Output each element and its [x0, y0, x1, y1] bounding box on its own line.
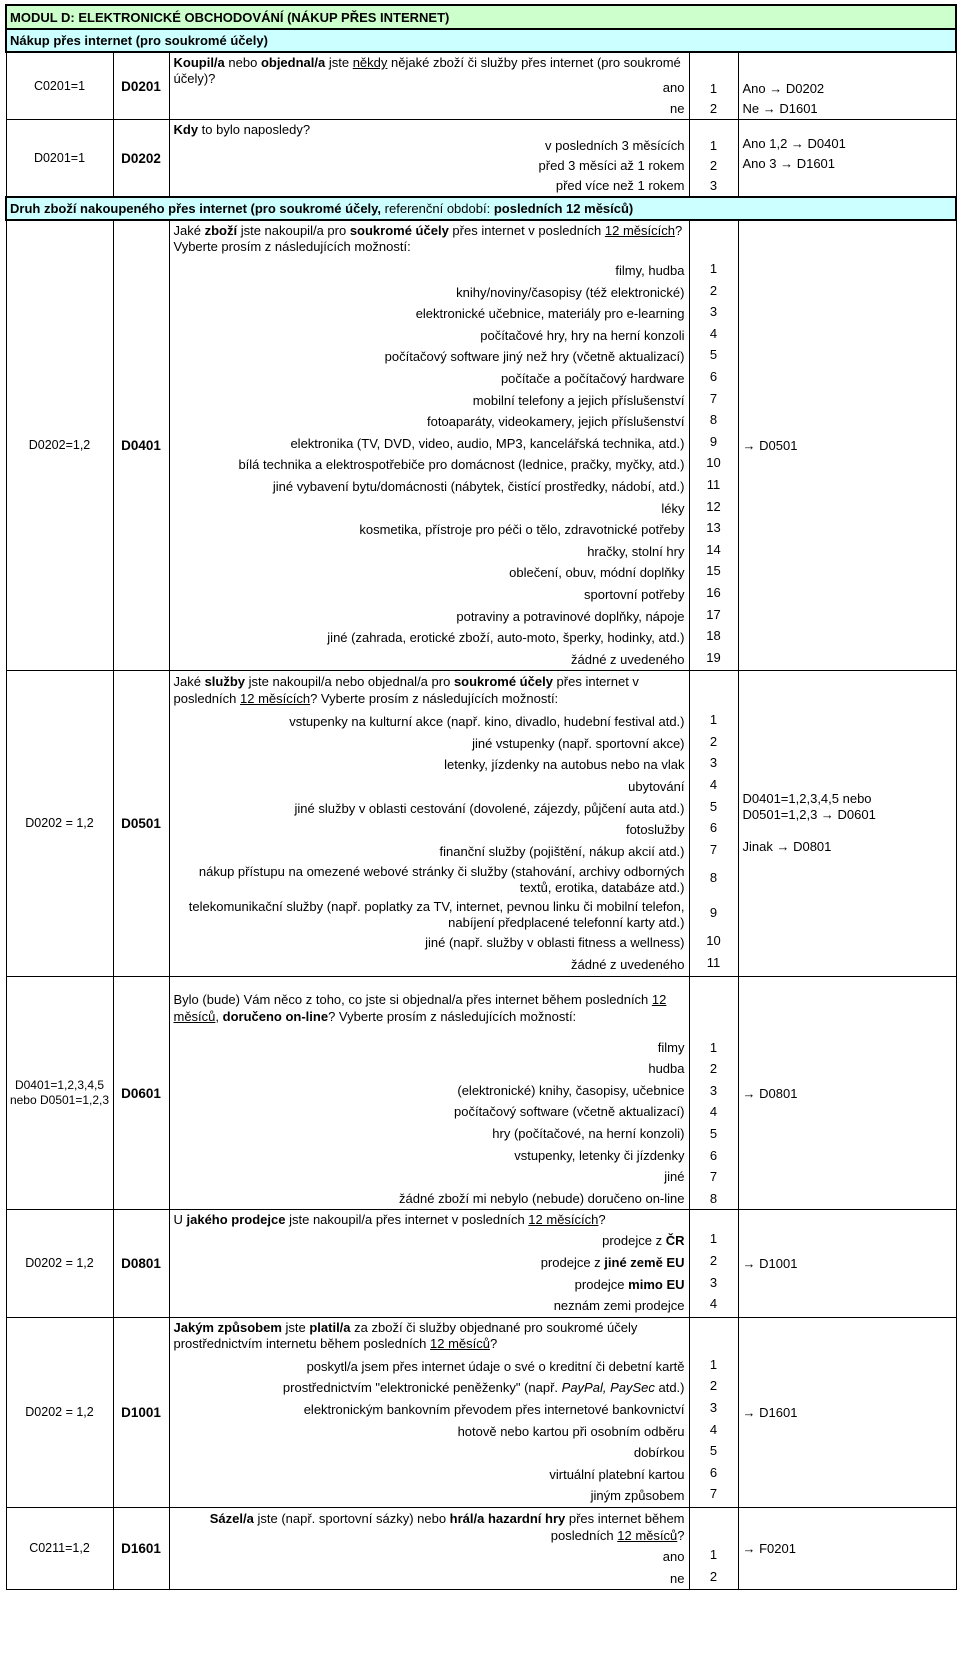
option-item: jiné (např. služby v oblasti fitness a wellness): [425, 935, 685, 951]
option-item: oblečení, obuv, módní doplňky: [509, 565, 685, 581]
routing-d0801: → D1001: [738, 1210, 956, 1317]
routing-d0401: → D0501: [738, 220, 956, 671]
option-ano: ano: [662, 1548, 685, 1564]
code-number: 6: [709, 1464, 718, 1480]
code-d0201: D0201: [113, 52, 169, 120]
code-number: 1: [709, 138, 718, 153]
option-item: žádné z uvedeného: [571, 957, 685, 973]
option-item: kosmetika, přístroje pro péči o tělo, zdravotnické potřeby: [359, 522, 685, 538]
code-d0401: D0401: [113, 220, 169, 671]
code-number: 17: [706, 606, 721, 622]
code-number: 1: [709, 261, 718, 276]
code-number: 5: [709, 798, 718, 814]
option-item: (elektronické) knihy, časopisy, učebnice: [457, 1082, 685, 1098]
option-item: mobilní telefony a jejich příslušenství: [472, 392, 685, 408]
option-item: vstupenky na kulturní akce (např. kino, divadlo, hudební festival atd.): [289, 714, 685, 730]
code-number: 3: [709, 304, 718, 320]
numbers-d0601: [690, 1037, 738, 1210]
option-item: letenky, jízdenky na autobus nebo na vlak: [444, 757, 685, 773]
q-bold: Koupil/a: [173, 55, 225, 70]
code-number: 3: [709, 1274, 718, 1290]
code-number: 2: [709, 733, 718, 749]
option-item: fotoslužby: [625, 822, 685, 838]
numbers-d1001: [690, 1354, 738, 1505]
code-number: 7: [709, 1486, 718, 1502]
option-item: dobírkou: [633, 1445, 685, 1461]
module-title: MODUL D: ELEKTRONICKÉ OBCHODOVÁNÍ (NÁKUP PŘES INTERNET): [6, 5, 956, 29]
code-number: 1: [709, 1356, 718, 1372]
condition-d1601: C0211=1,2: [6, 1507, 113, 1589]
code-number: 8: [709, 412, 718, 428]
code-number: 4: [709, 1296, 718, 1312]
option-item: telekomunikační služby (např. poplatky za TV, internet, pevnou linku či mobilní telefon, nabíjení předplacené telefonní karty atd.): [188, 898, 685, 930]
routing-d0601: → D0801: [738, 976, 956, 1210]
routing-d0202: Ano 1,2 → D0401 Ano 3 → D1601: [738, 120, 956, 198]
code-number: 4: [709, 1104, 718, 1120]
code-number: 5: [709, 347, 718, 363]
questionnaire-table: [5, 4, 957, 1590]
option-item: jiné (zahrada, erotické zboží, auto-moto, šperky, hodinky, atd.): [327, 630, 685, 646]
question-d0801: U jakého prodejce jste nakoupil/a přes internet v posledních 12 měsících? prodejce z ČR prodejce z jiné země EU prodejce mimo EU neznám zemi prodejce: [169, 1210, 689, 1317]
options-d0401: [170, 260, 689, 670]
code-number: 2: [709, 1378, 718, 1394]
question-d1001: Jakým způsobem jste platil/a za zboží či služby objednané pro soukromé účely prostřednictvím internetu během posledních 12 měsíců? poskytl/a jsem přes internet údaje o své o kreditní či debetní kartě prostřednictvím "elektronické peněženky" (např. PayPal, PaySec atd.) elektronickým bankovním převodem přes internetové bankovnictví hotově nebo kartou při osobním odběru dobírkou virtuální platební kartou jiným způsobem: [169, 1317, 689, 1507]
option-item: hračky, stolní hry: [587, 543, 685, 559]
code-d0202: D0202: [113, 120, 169, 198]
code-number: 2: [709, 282, 718, 298]
condition-d0401: D0202=1,2: [6, 220, 113, 671]
option-item: počítače a počítačový hardware: [500, 370, 685, 386]
question-d1601: Sázel/a jste (např. sportovní sázky) nebo hrál/a hazardní hry přes internet během posledních 12 měsíců? ano ne: [169, 1507, 689, 1589]
code-number: 3: [709, 755, 718, 771]
option-item: hry (počítačové, na herní konzoli): [492, 1126, 685, 1141]
code-number: 7: [709, 1169, 718, 1185]
option-ne: ne: [670, 101, 685, 116]
code-number: 3: [709, 1082, 718, 1098]
code-number: 1: [709, 1546, 718, 1562]
condition-d0501: D0202 = 1,2: [6, 671, 113, 976]
code-number: 15: [706, 563, 721, 579]
code-number: 6: [709, 368, 718, 384]
code-number: 11: [706, 955, 721, 971]
option-item: hotově nebo kartou při osobním odběru: [457, 1423, 685, 1439]
routing-d0501: D0401=1,2,3,4,5 nebo D0501=1,2,3 → D0601 Jinak → D0801: [738, 671, 956, 976]
code-number: 5: [709, 1443, 718, 1459]
option-item: nákup přístupu na omezené webové stránky či služby (stahování, archivy odborných textů, erotika, databáze atd.): [198, 863, 685, 895]
condition-d0201: C0201=1: [6, 52, 113, 120]
option-item: neznám zemi prodejce: [553, 1298, 685, 1314]
option-item: jiné: [664, 1169, 685, 1185]
code-number: 9: [709, 433, 718, 449]
option-item: před více než 1 rokem: [555, 178, 685, 193]
option-item: bílá technika a elektrospotřebiče pro domácnost (lednice, pračky, myčky, atd.): [238, 457, 685, 473]
code-number: 11: [706, 476, 721, 492]
option-item: filmy: [657, 1039, 685, 1055]
option-item: ubytování: [628, 779, 685, 795]
code-number: 3: [709, 1399, 718, 1415]
option-item: žádné z uvedeného: [571, 651, 685, 667]
routing-d1001: → D1601: [738, 1317, 956, 1507]
option-item: jiné vybavení bytu/domácnosti (nábytek, čistící prostředky, nádobí, atd.): [272, 478, 685, 494]
code-d0801: D0801: [113, 1210, 169, 1317]
code-d0601: D0601: [113, 976, 169, 1210]
code-number: 18: [706, 628, 721, 644]
code-d1601: D1601: [113, 1507, 169, 1589]
option-item: v posledních 3 měsících: [545, 138, 685, 153]
option-item: virtuální platební kartou: [549, 1466, 685, 1482]
question-d0401: Jaké zboží jste nakoupil/a pro soukromé účely přes internet v posledních 12 měsících? Vyberte prosím z následujících možností: filmy, hudba knihy/noviny/časopisy (též elektronické) elektronické učebnice, materiály pro e-learning počítačové hry, hry na herní konzoli počítačový software jiný než hry (včetně aktualizací) počítače a počítačový hardware mobilní telefony a jejich příslušenství fotoaparáty, videokamery, jejich příslušenství elektronika (TV, DVD, video, audio, MP3, kancelářská technika, atd.) bílá technika a elektrospotřebiče pro domácnost (lednice, pračky, myčky, atd.) jiné vybavení bytu/domácnosti (nábytek, čistící prostředky, nádobí, atd.) léky kosmetika, přístroje pro péči o tělo, zdravotnické potřeby hračky, stolní hry oblečení, obuv, módní doplňky sportovní potřeby potraviny a potravinové doplňky, nápoje jiné (zahrada, erotické zboží, auto-moto, šperky, hodinky, atd.) žádné z uvedeného: [169, 220, 689, 671]
code-number: 7: [709, 390, 718, 406]
option-item: žádné zboží mi nebylo (nebude) doručeno on-line: [399, 1190, 685, 1206]
option-item: počítačové hry, hry na herní konzoli: [480, 327, 685, 343]
option-item: poskytl/a jsem přes internet údaje o své o kreditní či debetní kartě: [306, 1358, 685, 1374]
numbers-d0401: [690, 258, 738, 668]
code-number: 6: [709, 820, 718, 836]
code-number: 2: [709, 158, 718, 173]
option-item: počítačový software (včetně aktualizací): [454, 1104, 685, 1120]
code-number: 4: [709, 777, 718, 793]
option-item: knihy/noviny/časopisy (též elektronické): [456, 284, 685, 300]
option-item: elektronickým bankovním převodem přes internetové bankovnictví: [303, 1401, 685, 1417]
section-header-goods: Druh zboží nakoupeného přes internet (pro soukromé účely, referenční období: posledních 12 měsíců): [6, 197, 956, 220]
code-d1001: D1001: [113, 1317, 169, 1507]
code-number: 4: [709, 1421, 718, 1437]
question-d0501: Jaké služby jste nakoupil/a nebo objednal/a pro soukromé účely přes internet v posledních 12 měsících? Vyberte prosím z následujících možností: vstupenky na kulturní akce (např. kino, divadlo, hudební festival atd.) jiné vstupenky (např. sportovní akce) letenky, jízdenky na autobus nebo na vlak ubytování jiné služby v oblasti cestování (dovolené, zájezdy, půjčení auta atd.) fotoslužby finanční služby (pojištění, nákup akcií atd.) nákup přístupu na omezené webové stránky či služby (stahování, archivy odborných textů, erotika, databáze atd.) telekomunikační služby (např. poplatky za TV, internet, pevnou linku či mobilní telefon, nabíjení předplacené telefonní karty atd.) jiné (např. služby v oblasti fitness a wellness) žádné z uvedeného: [169, 671, 689, 976]
option-item: sportovní potřeby: [584, 586, 685, 602]
option-item: vstupenky, letenky či jízdenky: [514, 1147, 685, 1163]
code-number: 1: [709, 712, 718, 728]
code-number: 2: [709, 1061, 718, 1077]
code-number: 5: [709, 1126, 718, 1141]
option-item: před 3 měsíci až 1 rokem: [538, 158, 685, 173]
code-number: 6: [709, 1147, 718, 1163]
code-number: 9: [709, 905, 718, 921]
code-d0501: D0501: [113, 671, 169, 976]
option-item: hudba: [648, 1061, 685, 1077]
code-number: 2: [709, 101, 718, 116]
code-number: 16: [706, 584, 721, 600]
code-number: 10: [706, 455, 721, 471]
code-number: 19: [706, 649, 721, 665]
code-number: 7: [709, 841, 718, 857]
condition-d1001: D0202 = 1,2: [6, 1317, 113, 1507]
question-d0601: Bylo (bude) Vám něco z toho, co jste si objednal/a přes internet během posledních 12 měsíců, doručeno on-line? Vyberte prosím z následujících možností: filmy hudba (elektronické) knihy, časopisy, učebnice počítačový software (včetně aktualizací) hry (počítačové, na herní konzoli) vstupenky, letenky či jízdenky jiné žádné zboží mi nebylo (nebude) doručeno on-line: [169, 976, 689, 1210]
options-d0601: [170, 1037, 689, 1210]
code-number: 10: [706, 933, 721, 949]
option-item: jiné služby v oblasti cestování (dovolené, zájezdy, půjčení auta atd.): [294, 800, 685, 816]
condition-d0801: D0202 = 1,2: [6, 1210, 113, 1317]
option-ano: ano: [662, 80, 685, 95]
question-d0202: Kdy to bylo naposledy? v posledních 3 měsících před 3 měsíci až 1 rokem před více než 1 rokem: [169, 120, 689, 198]
code-number: 12: [706, 498, 721, 514]
option-ne: ne: [670, 1570, 685, 1586]
option-item: finanční služby (pojištění, nákup akcií atd.): [439, 843, 685, 859]
code-number: 13: [706, 520, 721, 536]
option-item: počítačový software jiný než hry (včetně aktualizací): [384, 349, 685, 365]
numbers-d0501: [690, 709, 738, 973]
code-number: 8: [709, 870, 718, 886]
code-number: 8: [709, 1190, 718, 1206]
code-number: 2: [709, 1252, 718, 1268]
code-number: 3: [709, 178, 718, 193]
option-item: elektronika (TV, DVD, video, audio, MP3, kancelářská technika, atd.): [290, 435, 685, 451]
routing-d0201: Ano → D0202 Ne → D1601: [738, 52, 956, 120]
option-item: potraviny a potravinové doplňky, nápoje: [456, 608, 685, 624]
option-item: léky: [661, 500, 685, 516]
code-number: 1: [709, 1039, 718, 1055]
code-number: 14: [706, 541, 721, 557]
option-item: filmy, hudba: [615, 263, 685, 278]
section-header-purchase: Nákup přes internet (pro soukromé účely): [6, 29, 956, 52]
code-number: 1: [709, 1231, 718, 1247]
questionnaire-sheet: [5, 4, 955, 1590]
routing-d1601: → F0201: [738, 1507, 956, 1589]
options-d0501: [170, 711, 689, 975]
condition-d0601: D0401=1,2,3,4,5 nebo D0501=1,2,3: [6, 976, 113, 1210]
code-number: 1: [709, 81, 718, 96]
code-number: 4: [709, 325, 718, 341]
option-item: jiným způsobem: [590, 1488, 685, 1504]
option-item: elektronické učebnice, materiály pro e-learning: [415, 306, 685, 322]
option-item: jiné vstupenky (např. sportovní akce): [472, 735, 685, 751]
numbers-d0801: [690, 1228, 738, 1314]
code-number: 2: [709, 1568, 718, 1584]
option-item: fotoaparáty, videokamery, jejich příslušenství: [427, 414, 685, 430]
numbers-d1601: [690, 1544, 738, 1587]
condition-d0202: D0201=1: [6, 120, 113, 198]
question-d0201: Koupil/a nebo objednal/a jste někdy nějaké zboží či služby přes internet (pro soukromé účely)? ano ne: [169, 52, 689, 120]
